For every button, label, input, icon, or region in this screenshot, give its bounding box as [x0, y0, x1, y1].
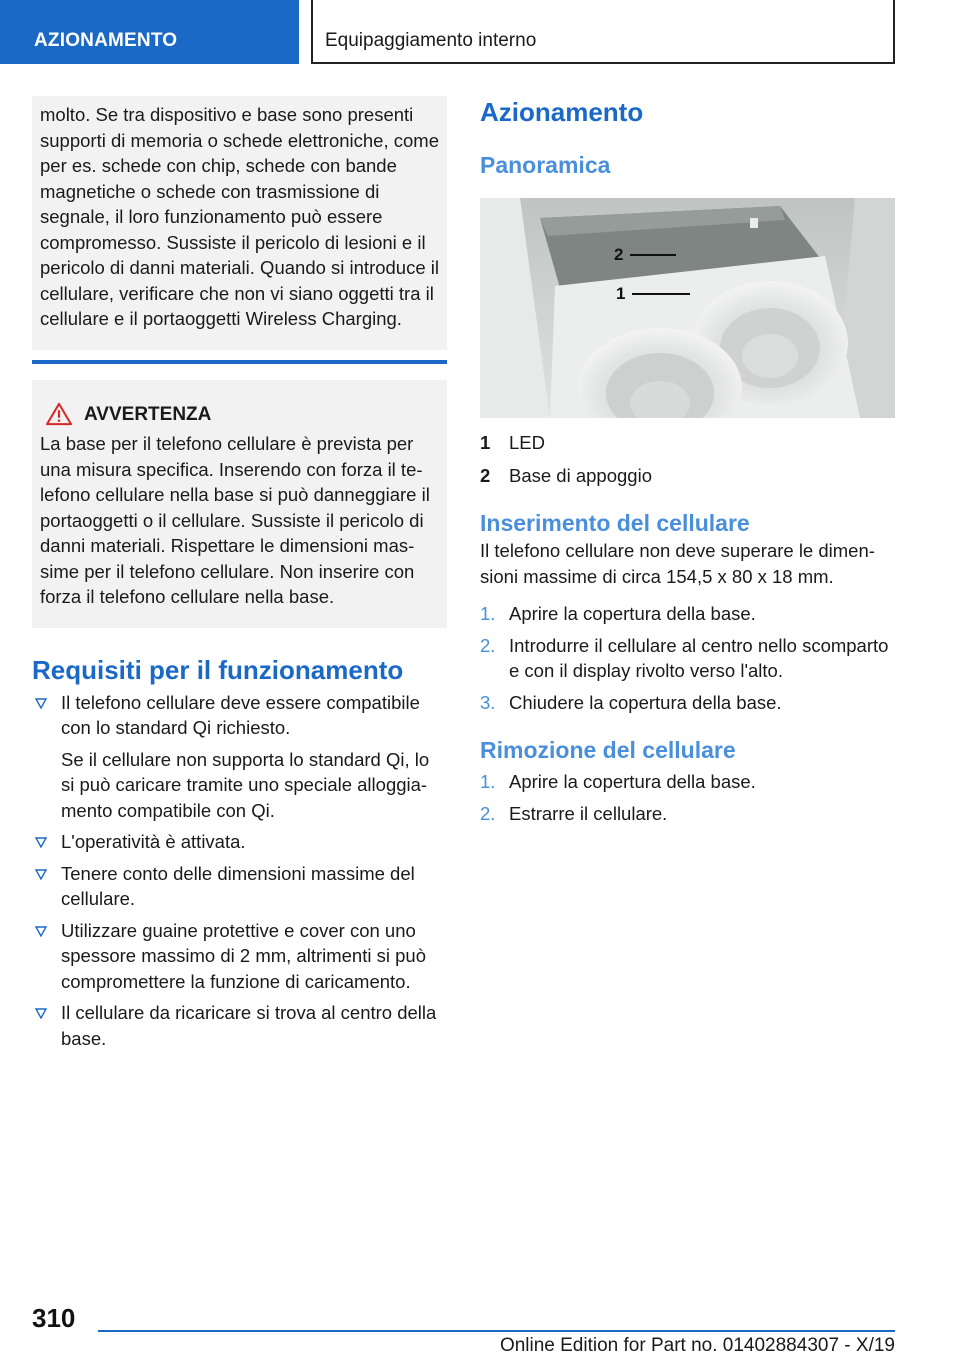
right-column: [480, 96, 895, 832]
list-item: 2. Estrarre il cellulare.: [480, 802, 668, 824]
list-item: L'operatività è attivata.: [32, 829, 447, 855]
operation-heading: Azionamento: [480, 97, 644, 127]
callout-2: 2: [614, 245, 624, 264]
section-rule: [32, 360, 447, 364]
requirements-list: [32, 690, 447, 1052]
legend-row: 1 LED: [480, 432, 545, 453]
bullet-triangle-icon: [35, 698, 47, 709]
list-item-note: Se il cellulare non supporta lo standard Qi, lo si può caricare tramite uno speciale alloggiamento compatibile con Qi.: [61, 748, 430, 821]
intro-text: molto. Se tra dispositivo e base sono presenti supporti di memoria o schede elettroniche, come per es. schede con chip, schede con bande magnetiche o schede con trasmissione di segnale, il loro funzionamento può essere compromesso. Sussiste il pericolo di lesioni e il pericolo di danni materiali. Quando si introduce il cellulare, verificare che non vi siano oggetti tra il cellulare e il portaoggetti Wireless Charging.: [40, 104, 439, 329]
edition-text: Online Edition for Part no. 01402884307 - X/19: [499, 1335, 895, 1356]
photo-legend: [480, 430, 895, 488]
intro-box: [32, 96, 447, 350]
wireless-charging-tray-photo: [480, 198, 895, 418]
list-item: Il telefono cellulare deve essere compatibile con lo standard Qi richiesto. Se il cellulare non supporta lo standard Qi, lo si può caricare tramite uno speciale alloggiamento compatibile con Qi.: [32, 690, 447, 824]
list-item: Utilizzare guaine protettive e cover con uno spessore massimo di 2 mm, altrimenti si può compromettere la funzione di caricamento.: [32, 918, 447, 995]
page-number: 310: [32, 1303, 76, 1333]
warning-text: La base per il telefono cellulare è prevista per una misura specifica. Inserendo con forza il telefono cellulare nella base si può danneggiare il portaoggetti o il cellulare. Sussiste il pericolo di danni materiali. Rispettare le dimensioni massime per il telefono cellulare. Non inserire con forza il telefono cellulare nella base.: [40, 433, 430, 607]
list-item: 1. Aprire la copertura della base.: [480, 603, 756, 624]
list-item: 3. Chiudere la copertura della base.: [480, 691, 782, 713]
bullet-triangle-icon: [35, 926, 47, 937]
bullet-triangle-icon: [35, 837, 47, 848]
remove-steps: [480, 769, 895, 826]
list-item: Il cellulare da ricaricare si trova al centro della base.: [32, 1000, 447, 1051]
remove-heading: Rimozione del cellulare: [480, 737, 736, 763]
list-item: 2. Introdurre il cellulare al centro nello scomparto e con il display rivolto verso l'alto.: [480, 634, 889, 681]
callout-1: 1: [616, 284, 626, 303]
section-title: Equipaggiamento interno: [311, 0, 895, 64]
insert-text: Il telefono cellulare non deve superare le dimensioni massime di circa 154,5 x 80 x 18 mm.: [480, 540, 875, 587]
warning-triangle-icon: [44, 402, 74, 426]
insert-heading: Inserimento del cellulare: [480, 510, 750, 536]
legend-row: 2 Base di appoggio: [480, 464, 652, 486]
chapter-tab[interactable]: AZIONAMENTO: [0, 0, 299, 64]
list-item: 1. Aprire la copertura della base.: [480, 771, 756, 792]
warning-label: AVVERTENZA: [84, 403, 212, 425]
bullet-triangle-icon: [35, 869, 47, 880]
list-item: Tenere conto delle dimensioni massime del cellulare.: [32, 861, 447, 912]
left-column: [32, 96, 447, 1057]
overview-heading: Panoramica: [480, 152, 611, 178]
bullet-triangle-icon: [35, 1008, 47, 1019]
footer-rule: [98, 1330, 895, 1332]
warning-title: [40, 402, 439, 428]
insert-steps: [480, 601, 895, 715]
requirements-heading: Requisiti per il funzionamento: [32, 654, 404, 685]
warning-box: [32, 380, 447, 628]
